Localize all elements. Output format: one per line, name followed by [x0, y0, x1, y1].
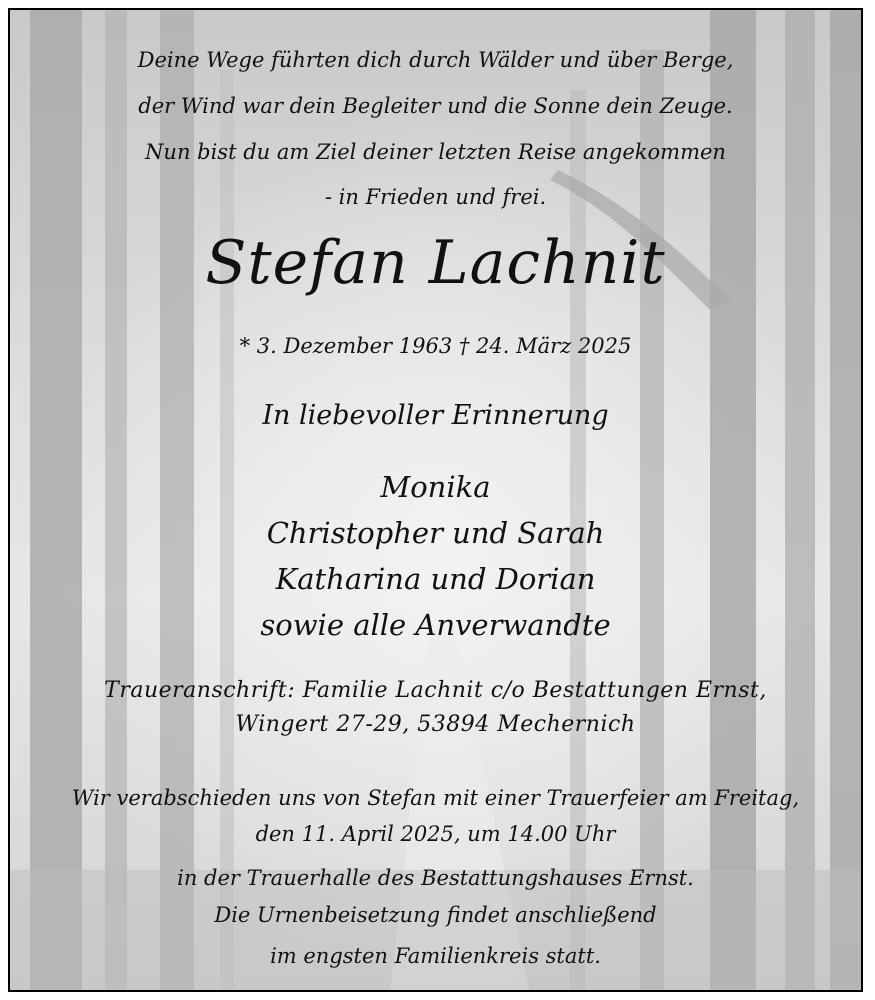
family-member: Monika [380, 470, 491, 504]
obituary-text [10, 10, 861, 990]
service-info: Die Urnenbeisetzung findet anschließend [214, 903, 657, 927]
family-member: sowie alle Anverwandte [260, 608, 611, 642]
verse-line: Nun bist du am Ziel deiner letzten Reise angekommen [145, 140, 726, 164]
mourning-address: Traueranschrift: Familie Lachnit c/o Bestattungen Ernst, [104, 678, 767, 703]
deceased-name: Stefan Lachnit [205, 228, 666, 298]
verse-line: Deine Wege führten dich durch Wälder und über Berge, [137, 48, 734, 72]
mourning-address: Wingert 27-29, 53894 Mechernich [235, 712, 636, 737]
service-info: Wir verabschieden uns von Stefan mit einer Trauerfeier am Freitag, [71, 786, 800, 810]
service-info: im engsten Familienkreis statt. [270, 944, 601, 968]
life-dates: * 3. Dezember 1963 † 24. März 2025 [239, 334, 632, 358]
family-member: Christopher und Sarah [266, 516, 605, 550]
verse-line: - in Frieden und frei. [324, 185, 547, 209]
service-info: in der Trauerhalle des Bestattungshauses Ernst. [177, 866, 694, 890]
verse-line: der Wind war dein Begleiter und die Sonne dein Zeuge. [138, 94, 733, 118]
service-info: den 11. April 2025, um 14.00 Uhr [255, 822, 616, 846]
memory-heading: In liebevoller Erinnerung [262, 400, 609, 431]
obituary-card [8, 8, 863, 992]
family-member: Katharina und Dorian [275, 562, 596, 596]
